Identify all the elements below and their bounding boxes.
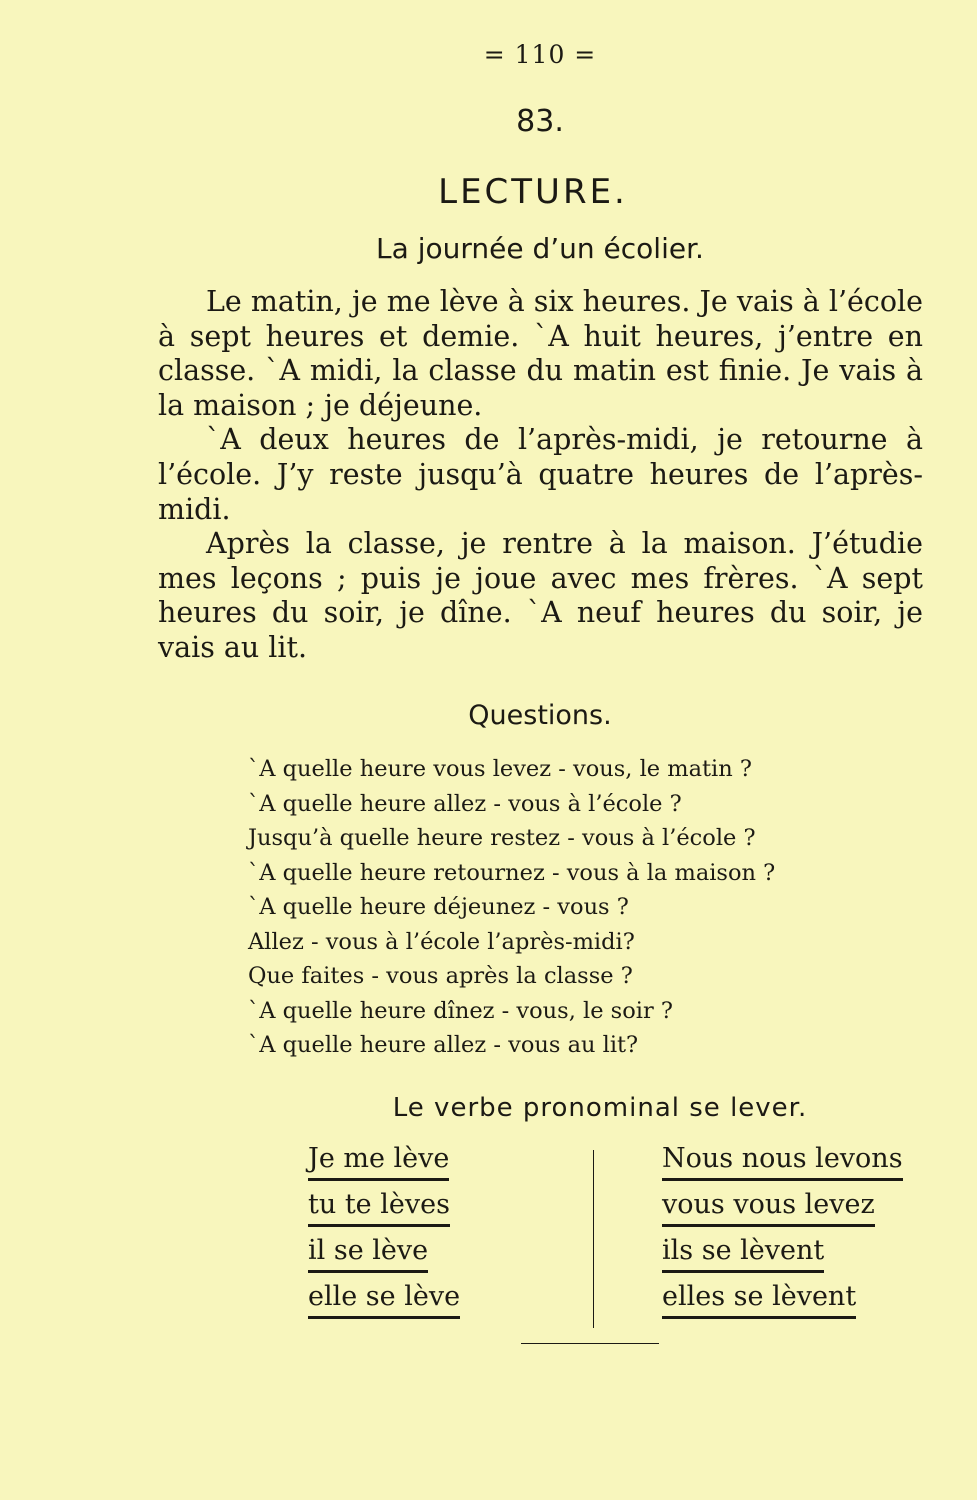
end-rule (521, 1343, 659, 1344)
reading-paragraph: Après la classe, je rentre à la maison. J’étudie mes leçons ; puis je joue avec mes frères. `A sept heures du soir, je dîne. `A neuf heures du soir, je vais au lit. (158, 527, 923, 664)
question-item: `A quelle heure allez - vous à l’école ? (248, 790, 682, 817)
conjugation-table (308, 1140, 948, 1330)
verb-form: elle se lève (308, 1278, 460, 1319)
reading-title: La journée d’un écolier. (376, 232, 704, 265)
plural-column (662, 1140, 903, 1324)
lesson-number: 83. (516, 104, 564, 139)
question-item: `A quelle heure vous levez - vous, le matin ? (248, 756, 752, 782)
question-item: Allez - vous à l’école l’après-midi? (248, 928, 635, 955)
verb-title: Le verbe pronominal se lever. (392, 1093, 808, 1123)
page-number: = 110 = (483, 40, 597, 69)
singular-column (308, 1140, 460, 1324)
questions-heading: Questions. (468, 700, 612, 731)
reading-paragraph: `A deux heures de l’après-midi, je retourne à l’école. J’y reste jusqu’à quatre heures de l’après-midi. (158, 423, 923, 526)
question-item: `A quelle heure dînez - vous, le soir ? (248, 997, 673, 1024)
questions-list (248, 752, 775, 1063)
question-item: `A quelle heure déjeunez - vous ? (248, 894, 629, 920)
verb-form: tu te lèves (308, 1186, 450, 1227)
verb-form: Nous nous levons (662, 1140, 903, 1181)
question-item: Que faites - vous après la classe ? (248, 963, 633, 989)
reading-paragraph: Le matin, je me lève à six heures. Je vais à l’école à sept heures et demie. `A huit heures, j’entre en classe. `A midi, la classe du matin est finie. Je vais à la maison ; je déjeune. (158, 285, 923, 422)
question-item: `A quelle heure allez - vous au lit? (248, 1032, 639, 1058)
question-item: Jusqu’à quelle heure restez - vous à l’école ? (248, 825, 756, 851)
section-title: LECTURE. (438, 172, 628, 212)
question-item: `A quelle heure retournez - vous à la maison ? (248, 859, 776, 886)
verb-form: vous vous levez (662, 1186, 875, 1227)
verb-form: elles se lèvent (662, 1278, 856, 1319)
verb-form: il se lève (308, 1232, 428, 1273)
column-divider (593, 1150, 594, 1328)
verb-form: Je me lève (308, 1140, 449, 1181)
verb-form: ils se lèvent (662, 1232, 824, 1273)
reading-text (158, 285, 923, 666)
